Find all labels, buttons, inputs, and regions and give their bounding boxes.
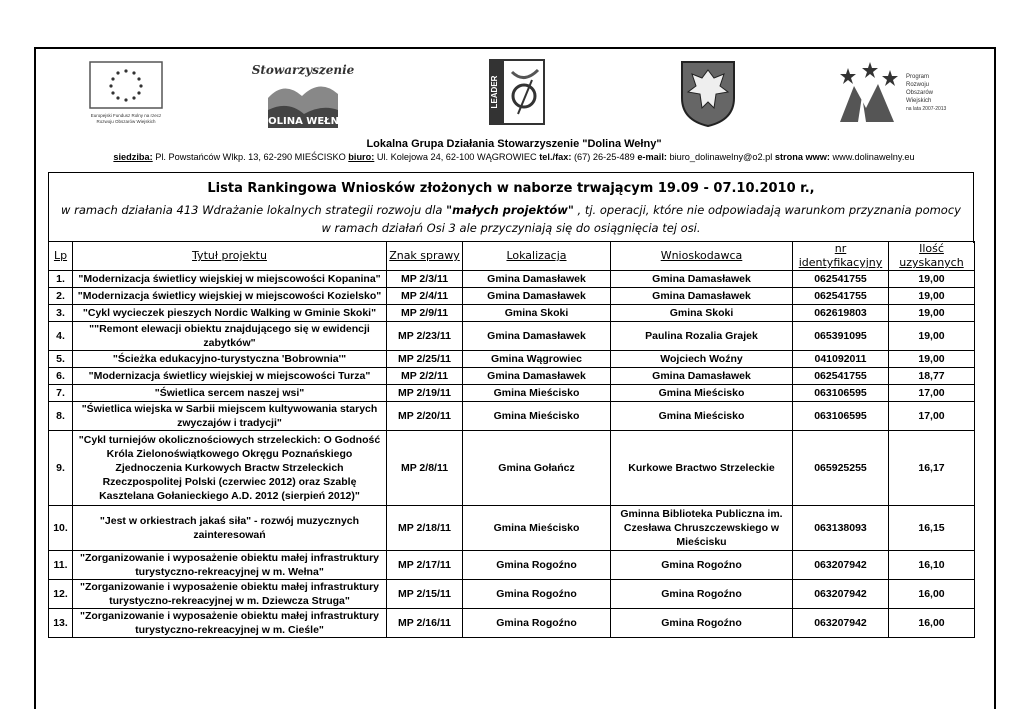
- cell-points: 16,15: [889, 506, 975, 551]
- cell-wnioskodawca: Gmina Damasławek: [611, 271, 793, 288]
- table-row: [49, 431, 975, 506]
- cell-wnioskodawca: Gmina Rogoźno: [611, 551, 793, 580]
- cell-znak: MP 2/16/11: [387, 609, 463, 638]
- cell-lp: 11.: [49, 551, 73, 580]
- cell-znak: MP 2/18/11: [387, 506, 463, 551]
- cell-title: "Ścieżka edukacyjno-turystyczna 'Bobrownia'": [73, 351, 387, 368]
- table-row: [49, 402, 975, 431]
- prow-logo: [832, 56, 952, 128]
- siedziba-value: Pl. Powstańców Wlkp. 13, 62-290 MIEŚCISKO: [152, 152, 349, 162]
- cell-wnioskodawca: Gmina Mieścisko: [611, 385, 793, 402]
- www-label: strona www:: [774, 152, 830, 162]
- cell-points: 17,00: [889, 402, 975, 431]
- cell-points: 18,77: [889, 368, 975, 385]
- cell-lp: 1.: [49, 271, 73, 288]
- cell-points: 19,00: [889, 288, 975, 305]
- cell-title: ""Remont elewacji obiektu znajdującego się w ewidencji zabytków": [73, 322, 387, 351]
- cell-lokalizacja: Gmina Rogoźno: [463, 580, 611, 609]
- cell-lp: 4.: [49, 322, 73, 351]
- cell-nr: 063207942: [793, 580, 889, 609]
- cell-lp: 9.: [49, 431, 73, 506]
- cell-title: "Zorganizowanie i wyposażenie obiektu małej infrastruktury turystyczno-rekreacyjnej w m. Wełna": [73, 551, 387, 580]
- organization-name: Lokalna Grupa Działania Stowarzyszenie "Dolina Wełny": [366, 138, 662, 150]
- cell-wnioskodawca: Gmina Rogoźno: [611, 609, 793, 638]
- siedziba-label: siedziba:: [113, 152, 153, 162]
- cell-nr: 063138093: [793, 506, 889, 551]
- desc-part2: , tj. operacji, które nie odpowiadają warunkom przyznania pomocy w ramach działań Osi 3 ale przyczyniają się do osiągnięcia tej osi.: [321, 203, 961, 235]
- cell-nr: 065925255: [793, 431, 889, 506]
- cell-nr: 063207942: [793, 609, 889, 638]
- cell-znak: MP 2/17/11: [387, 551, 463, 580]
- cell-wnioskodawca: Paulina Rozalia Grajek: [611, 322, 793, 351]
- svg-text:Rozwoju Obszarów Wiejskich: Rozwoju Obszarów Wiejskich: [96, 119, 156, 124]
- cell-lp: 3.: [49, 305, 73, 322]
- cell-title: "Zorganizowanie i wyposażenie obiektu małej infrastruktury turystyczno-rekreacyjnej w m. Cieśle": [73, 609, 387, 638]
- cell-znak: MP 2/3/11: [387, 271, 463, 288]
- tel-value: (67) 26-25-489: [571, 152, 638, 162]
- logo-strip: [36, 50, 992, 135]
- cell-lokalizacja: Gmina Mieścisko: [463, 506, 611, 551]
- list-title: Lista Rankingowa Wniosków złożonych w naborze trwającym 19.09 - 07.10.2010 r.,: [207, 181, 815, 196]
- cell-znak: MP 2/19/11: [387, 385, 463, 402]
- cell-znak: MP 2/20/11: [387, 402, 463, 431]
- cell-nr: 062541755: [793, 288, 889, 305]
- svg-text:LEADER: LEADER: [490, 75, 499, 109]
- cell-points: 19,00: [889, 351, 975, 368]
- cell-nr: 062619803: [793, 305, 889, 322]
- email-value: biuro_dolinawelny@o2.pl: [666, 152, 775, 162]
- cell-points: 16,10: [889, 551, 975, 580]
- cell-znak: MP 2/8/11: [387, 431, 463, 506]
- cell-lp: 2.: [49, 288, 73, 305]
- cell-title: "Świetlica sercem naszej wsi": [73, 385, 387, 402]
- col-header-title: Tytuł projektu: [73, 242, 387, 271]
- table-row: [49, 351, 975, 368]
- desc-bold: "małych projektów": [446, 203, 574, 217]
- stowarzyszenie-logo: [251, 58, 355, 130]
- col-header-znak: Znak sprawy: [387, 242, 463, 271]
- cell-wnioskodawca: Wojciech Woźny: [611, 351, 793, 368]
- cell-lp: 7.: [49, 385, 73, 402]
- cell-title: "Modernizacja świetlicy wiejskiej w miejscowości Kozielsko": [73, 288, 387, 305]
- cell-lokalizacja: Gmina Mieścisko: [463, 402, 611, 431]
- leader-logo: [488, 58, 546, 126]
- cell-znak: MP 2/9/11: [387, 305, 463, 322]
- cell-title: "Cykl wycieczek pieszych Nordic Walking w Gminie Skoki": [73, 305, 387, 322]
- cell-znak: MP 2/4/11: [387, 288, 463, 305]
- cell-nr: 063207942: [793, 551, 889, 580]
- cell-points: 19,00: [889, 271, 975, 288]
- cell-title: "Cykl turniejów okolicznościowych strzeleckich: O Godność Króla Zielonoświątkowego Okręgu Poznańskiego Zjednoczenia Kurkowych Bractw Strzeleckich Rzeczpospolitej Polski (czerwiec 2012) oraz Szablę Kasztelana Gołanieckiego A.D. 2012 (sierpień 2012)": [73, 431, 387, 506]
- cell-lp: 8.: [49, 402, 73, 431]
- cell-title: "Modernizacja świetlicy wiejskiej w miejscowości Turza": [73, 368, 387, 385]
- table-body: [49, 271, 975, 638]
- cell-lokalizacja: Gmina Gołańcz: [463, 431, 611, 506]
- cell-lp: 12.: [49, 580, 73, 609]
- cell-wnioskodawca: Kurkowe Bractwo Strzeleckie: [611, 431, 793, 506]
- cell-lokalizacja: Gmina Damasławek: [463, 271, 611, 288]
- cell-lokalizacja: Gmina Damasławek: [463, 322, 611, 351]
- svg-text:DOLINA WEŁNY: DOLINA WEŁNY: [259, 116, 347, 127]
- table-row: [49, 322, 975, 351]
- table-header-row: [49, 242, 975, 271]
- cell-points: 16,00: [889, 609, 975, 638]
- cell-lokalizacja: Gmina Wągrowiec: [463, 351, 611, 368]
- table-row: [49, 385, 975, 402]
- cell-lokalizacja: Gmina Rogoźno: [463, 609, 611, 638]
- col-header-ilosc: Ilość uzyskanych: [889, 242, 975, 271]
- www-value: www.dolinawelny.eu: [829, 152, 915, 162]
- cell-nr: 062541755: [793, 368, 889, 385]
- svg-text:Program: Program: [906, 74, 930, 80]
- biuro-value: Ul. Kolejowa 24, 62-100 WĄGROWIEC: [374, 152, 540, 162]
- cell-lokalizacja: Gmina Damasławek: [463, 368, 611, 385]
- cell-wnioskodawca: Gmina Rogoźno: [611, 580, 793, 609]
- list-header-box: [48, 172, 974, 243]
- cell-title: "Modernizacja świetlicy wiejskiej w miejscowości Kopanina": [73, 271, 387, 288]
- col-header-lokalizacja: Lokalizacja: [463, 242, 611, 271]
- cell-lokalizacja: Gmina Mieścisko: [463, 385, 611, 402]
- cell-nr: 065391095: [793, 322, 889, 351]
- cell-wnioskodawca: Gmina Skoki: [611, 305, 793, 322]
- cell-lp: 13.: [49, 609, 73, 638]
- cell-lokalizacja: Gmina Rogoźno: [463, 551, 611, 580]
- cell-title: "Zorganizowanie i wyposażenie obiektu małej infrastruktury turystyczno-rekreacyjnej w m. Dziewcza Struga": [73, 580, 387, 609]
- cell-nr: 041092011: [793, 351, 889, 368]
- eu-flag-logo: [86, 60, 166, 126]
- cell-points: 19,00: [889, 305, 975, 322]
- col-header-nr: nr identyfikacyjny: [793, 242, 889, 271]
- cell-points: 16,00: [889, 580, 975, 609]
- desc-part1: w ramach działania 413 Wdrażanie lokalnych strategii rozwoju dla: [61, 203, 447, 217]
- cell-lokalizacja: Gmina Skoki: [463, 305, 611, 322]
- cell-title: "Świetlica wiejska w Sarbii miejscem kultywowania starych zwyczajów i tradycji": [73, 402, 387, 431]
- tel-label: tel./fax:: [539, 152, 572, 162]
- cell-znak: MP 2/15/11: [387, 580, 463, 609]
- cell-points: 19,00: [889, 322, 975, 351]
- svg-text:Europejski Fundusz Rolny na rz: Europejski Fundusz Rolny na rzecz: [90, 113, 162, 118]
- cell-points: 16,17: [889, 431, 975, 506]
- svg-text:Stowarzyszenie: Stowarzyszenie: [251, 63, 355, 77]
- cell-wnioskodawca: Gmina Damasławek: [611, 288, 793, 305]
- cell-title: "Jest w orkiestrach jakaś siła" - rozwój muzycznych zainteresowań: [73, 506, 387, 551]
- cell-lp: 5.: [49, 351, 73, 368]
- biuro-label: biuro:: [348, 152, 375, 162]
- cell-lokalizacja: Gmina Damasławek: [463, 288, 611, 305]
- contact-line: [36, 152, 992, 162]
- col-header-lp: Lp: [49, 242, 73, 271]
- svg-text:Rozwoju: Rozwoju: [906, 82, 930, 88]
- svg-text:na lata 2007-2013: na lata 2007-2013: [906, 106, 947, 112]
- cell-znak: MP 2/2/11: [387, 368, 463, 385]
- cell-wnioskodawca: Gmina Mieścisko: [611, 402, 793, 431]
- svg-text:Obszarów: Obszarów: [906, 90, 934, 96]
- cell-wnioskodawca: Gmina Damasławek: [611, 368, 793, 385]
- table-row: [49, 368, 975, 385]
- cell-lp: 10.: [49, 506, 73, 551]
- cell-nr: 063106595: [793, 385, 889, 402]
- cell-nr: 063106595: [793, 402, 889, 431]
- table-row: [49, 288, 975, 305]
- cell-wnioskodawca: Gminna Biblioteka Publiczna im. Czesława Chruszczewskiego w Mieścisku: [611, 506, 793, 551]
- cell-znak: MP 2/25/11: [387, 351, 463, 368]
- col-header-wnioskodawca: Wnioskodawca: [611, 242, 793, 271]
- table-row: [49, 609, 975, 638]
- table-row: [49, 551, 975, 580]
- ranking-table: [48, 241, 975, 638]
- table-row: [49, 506, 975, 551]
- cell-lp: 6.: [49, 368, 73, 385]
- cell-points: 17,00: [889, 385, 975, 402]
- svg-text:Wiejskich: Wiejskich: [906, 98, 932, 104]
- wielkopolska-coat-of-arms-icon: [678, 58, 738, 128]
- email-label: e-mail:: [637, 152, 667, 162]
- cell-znak: MP 2/23/11: [387, 322, 463, 351]
- list-description: [57, 201, 965, 237]
- table-row: [49, 271, 975, 288]
- table-row: [49, 305, 975, 322]
- table-row: [49, 580, 975, 609]
- cell-nr: 062541755: [793, 271, 889, 288]
